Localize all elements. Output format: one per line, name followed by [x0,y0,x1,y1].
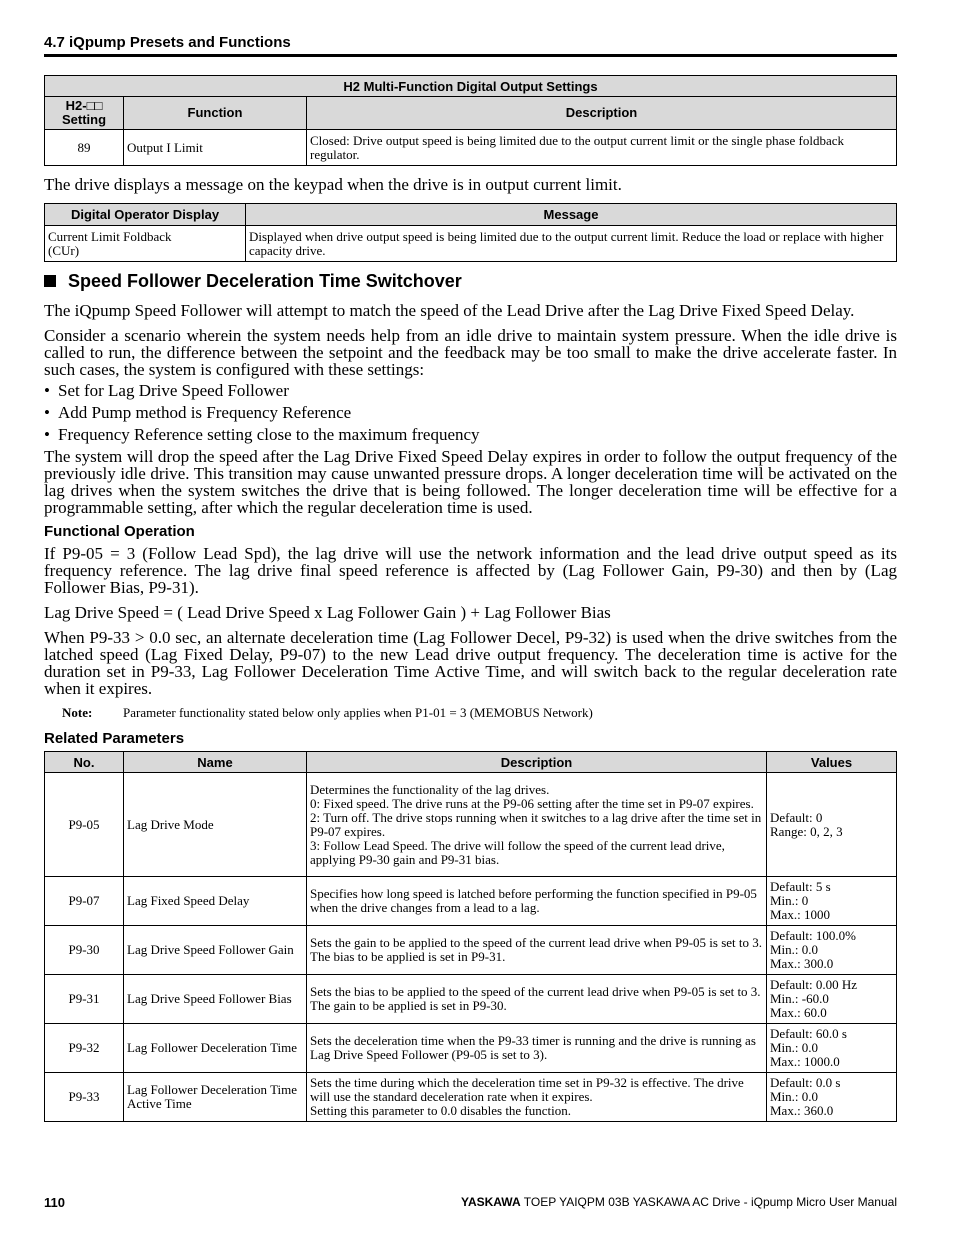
param-description: Determines the functionality of the lag drives. 0: Fixed speed. The drive runs at the P9-06 setting after the time set in P9-07 expires. 2: Turn off. The drive stops running when it switches to a lag drive after the time set in P9-07 expires. 3: Follow Lead Speed. The drive will follow the speed of the current lead drive, applying P9-30 gain and P9-31 bias. [307,773,767,877]
col-name: Name [124,752,307,773]
param-name: Lag Fixed Speed Delay [124,877,307,926]
param-values: Default: 100.0% Min.: 0.0 Max.: 300.0 [767,926,897,975]
col-description: Description [307,752,767,773]
table-row [45,926,897,975]
paragraph: If P9-05 = 3 (Follow Lead Spd), the lag drive will use the network information and the lead drive output speed as its frequency reference. The lag drive final speed reference is affected by (Lag Follower Gain, P9-30) and then by (Lag Follower Bias, P9-31). [44,544,897,597]
square-bullet-icon [44,275,56,287]
col-values: Values [767,752,897,773]
footer-brand: YASKAWA [461,1195,521,1209]
param-name: Lag Follower Deceleration Time Active Time [124,1073,307,1122]
param-description: Sets the bias to be applied to the speed of the current lead drive when P9-05 is set to 3. The gain to be applied is set in P9-30. [307,975,767,1024]
note [62,705,593,721]
h2-table-title: H2 Multi-Function Digital Output Settings [45,76,897,97]
param-no: P9-05 [45,773,124,877]
h2-function-cell: Output I Limit [124,130,307,166]
section-title [44,271,462,292]
section-header: 4.7 iQpump Presets and Functions [44,34,291,51]
bullet-icon: • [44,381,50,400]
operator-display-table [44,203,897,262]
param-no: P9-33 [45,1073,124,1122]
list-item [44,426,480,443]
related-parameters-table [44,751,897,1122]
footer-doc-title [461,1195,897,1209]
formula: Lag Drive Speed = ( Lead Drive Speed x Lag Follower Gain ) + Lag Follower Bias [44,603,611,622]
h2-col-description: Description [307,97,897,130]
table-row [45,1073,897,1122]
h2-description-cell: Closed: Drive output speed is being limited due to the output current limit or the single phase foldback regulator. [307,130,897,166]
footer-title-text: TOEP YAIQPM 03B YASKAWA AC Drive - iQpump Micro User Manual [523,1195,897,1209]
page-number: 110 [44,1195,65,1210]
note-label: Note: [62,705,93,720]
table-row [45,773,897,877]
param-name: Lag Drive Mode [124,773,307,877]
param-name: Lag Follower Deceleration Time [124,1024,307,1073]
table-row [45,877,897,926]
table-row [45,1024,897,1073]
bullet-icon: • [44,403,50,422]
h2-col-function: Function [124,97,307,130]
param-name: Lag Drive Speed Follower Gain [124,926,307,975]
param-no: P9-07 [45,877,124,926]
table-row [45,975,897,1024]
list-item [44,382,289,399]
param-values: Default: 5 s Min.: 0 Max.: 1000 [767,877,897,926]
bullet-icon: • [44,425,50,444]
note-text: Parameter functionality stated below only applies when P1-01 = 3 (MEMOBUS Network) [123,705,593,720]
param-no: P9-30 [45,926,124,975]
param-values: Default: 0.0 s Min.: 0.0 Max.: 360.0 [767,1073,897,1122]
list-item-text: Set for Lag Drive Speed Follower [58,381,289,400]
param-values: Default: 0 Range: 0, 2, 3 [767,773,897,877]
param-description: Sets the gain to be applied to the speed of the current lead drive when P9-05 is set to 3. The bias to be applied is set in P9-31. [307,926,767,975]
list-item [44,404,351,421]
functional-operation-heading: Functional Operation [44,523,195,540]
h2-col-setting: H2-□□ Setting [45,97,124,130]
header-rule [44,54,897,57]
param-values: Default: 0.00 Hz Min.: -60.0 Max.: 60.0 [767,975,897,1024]
paragraph: The system will drop the speed after the Lag Drive Fixed Speed Delay expires in order to follow the output frequency of the previously idle drive. This transition may cause unwanted pressure drops. A longer deceleration time will be activated on the lag drives when the system switches the drive that is being followed. The longer deceleration time will be effective for a programmable setting, after which the regular deceleration time is used. [44,447,897,517]
paragraph: Consider a scenario wherein the system needs help from an idle drive to maintain system pressure. When the idle drive is called to run, the difference between the setpoint and the feedback may be too small to make the drive accelerate faster. In such cases, the system is configured with these settings: [44,326,897,379]
paragraph: When P9-33 > 0.0 sec, an alternate deceleration time (Lag Follower Decel, P9-32) is used when the drive switches from the latched speed (Lag Fixed Delay, P9-07) to the new Lead drive output frequency. The deceleration time is active for the duration set in P9-33, Lag Follower Deceleration Time Active Time, and will switch back to the regular deceleration rate when it expires. [44,628,897,698]
h2-setting-cell: 89 [45,130,124,166]
table-row [45,226,897,262]
section-title-text: Speed Follower Deceleration Time Switchover [68,271,462,291]
param-description: Specifies how long speed is latched before performing the function specified in P9-05 when the drive changes from a lead to a lag. [307,877,767,926]
message-cell: Displayed when drive output speed is being limited due to the output current limit. Reduce the load or replace with higher capacity drive. [246,226,897,262]
related-parameters-heading: Related Parameters [44,730,185,747]
display-cell: Current Limit Foldback (CUr) [45,226,246,262]
param-description: Sets the time during which the deceleration time set in P9-32 is effective. The drive will use the standard deceleration rate when it expires. Setting this parameter to 0.0 disables the function. [307,1073,767,1122]
table-row [45,130,897,166]
col-message: Message [246,204,897,226]
param-name: Lag Drive Speed Follower Bias [124,975,307,1024]
list-item-text: Add Pump method is Frequency Reference [58,403,352,422]
h2-settings-table [44,75,897,166]
list-item-text: Frequency Reference setting close to the maximum frequency [58,425,480,444]
col-digital-operator-display: Digital Operator Display [45,204,246,226]
paragraph: The iQpump Speed Follower will attempt to match the speed of the Lead Drive after the Lag Drive Fixed Speed Delay. [44,301,855,320]
param-no: P9-31 [45,975,124,1024]
param-values: Default: 60.0 s Min.: 0.0 Max.: 1000.0 [767,1024,897,1073]
param-description: Sets the deceleration time when the P9-33 timer is running and the drive is running as Lag Drive Speed Follower (P9-05 is set to 3). [307,1024,767,1073]
col-no: No. [45,752,124,773]
param-no: P9-32 [45,1024,124,1073]
intro-text: The drive displays a message on the keypad when the drive is in output current limit. [44,175,622,194]
